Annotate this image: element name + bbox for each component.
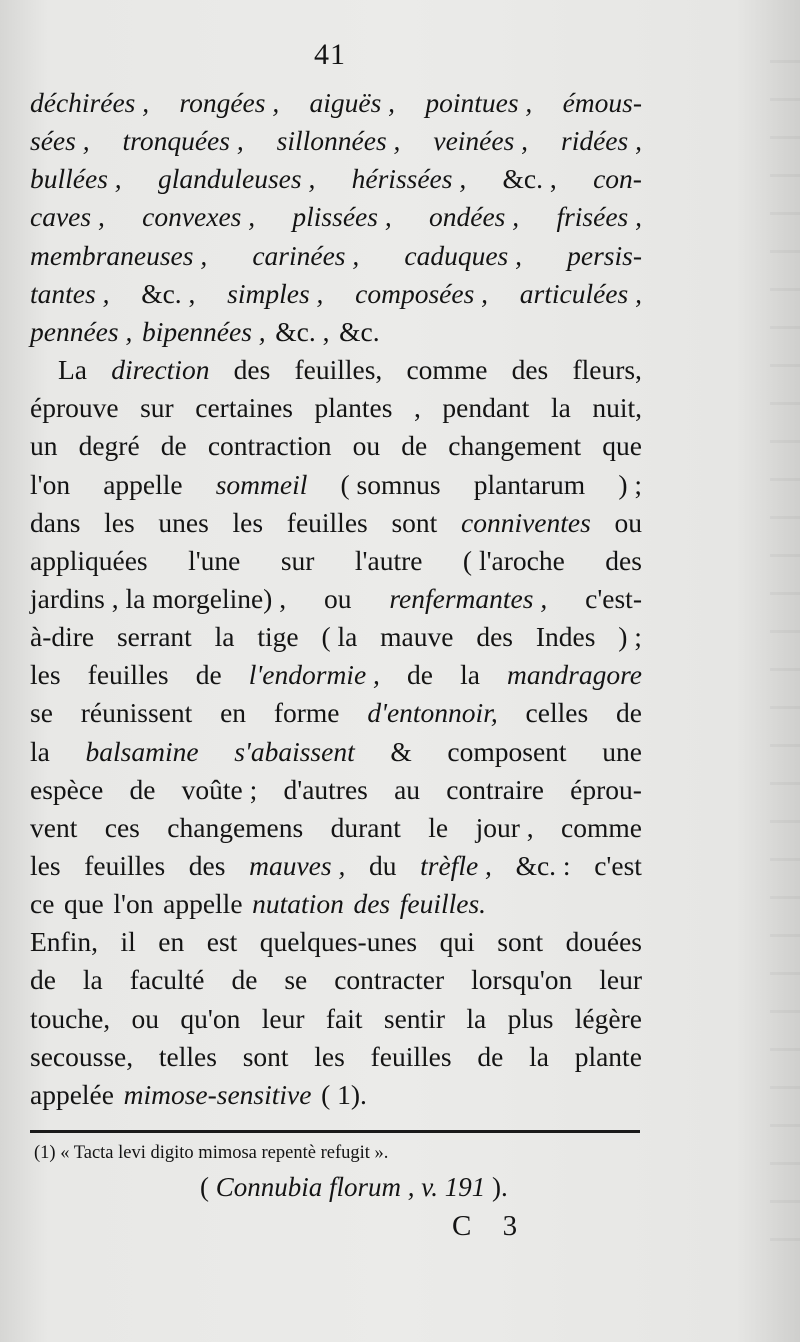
word: serrant <box>116 621 192 653</box>
word: sées , <box>30 125 90 157</box>
word: le <box>428 811 449 843</box>
footnote-source <box>200 1170 508 1204</box>
word: de <box>160 430 187 462</box>
word: pendant <box>442 392 530 424</box>
word: sont <box>497 926 544 958</box>
word: d'entonnoir, <box>367 697 498 729</box>
word: c'est <box>594 850 642 881</box>
word: ce <box>30 888 55 920</box>
word: sont <box>242 1040 289 1072</box>
word: sur <box>280 544 315 576</box>
word: bullées , <box>30 163 122 195</box>
word: à-dire <box>30 621 95 653</box>
word: conniventes <box>460 506 591 538</box>
text-line <box>30 656 642 694</box>
word: simples , <box>227 277 324 309</box>
word: La <box>58 354 88 386</box>
word: de <box>129 773 156 805</box>
word: jour , <box>475 811 534 843</box>
word: sentir <box>383 1002 445 1034</box>
word: appliquées <box>30 544 148 576</box>
text-line <box>30 618 642 656</box>
word: rongées , <box>179 87 280 118</box>
word: la <box>550 392 571 424</box>
word: mauve <box>380 621 454 653</box>
word: Enfin, <box>30 926 98 958</box>
word: plantarum <box>473 468 586 500</box>
word: lorsqu'on <box>471 964 573 996</box>
word: ou <box>614 506 642 538</box>
text-line <box>30 313 642 351</box>
signature-mark: C 3 <box>452 1210 530 1242</box>
word: voûte ; <box>181 773 258 805</box>
word: d'autres <box>283 773 368 805</box>
text-line <box>30 1038 642 1076</box>
word: jardins , la morgeline) , <box>30 582 287 614</box>
word: de <box>615 697 642 729</box>
word: caves , <box>30 201 105 233</box>
word: ondées , <box>429 201 520 233</box>
text-line <box>30 694 642 732</box>
word: les <box>30 659 61 691</box>
word: hérissées , <box>351 163 467 195</box>
word: déchirées , <box>30 87 150 118</box>
word: & <box>390 735 412 767</box>
word: membraneuses , <box>30 239 208 271</box>
word: la <box>82 964 103 996</box>
word: unes <box>158 506 209 538</box>
word: plante <box>574 1040 642 1072</box>
word: feuilles, <box>294 354 383 386</box>
text-line <box>30 84 642 122</box>
word: la <box>460 659 480 691</box>
word: contraire <box>446 773 544 805</box>
word: ( l'aroche <box>462 544 565 576</box>
word: l'endormie , <box>248 659 380 691</box>
text-line <box>30 237 642 275</box>
text-line <box>30 809 642 847</box>
word: éprouve <box>30 392 119 424</box>
word: plus <box>507 1002 554 1034</box>
word: sur <box>140 392 174 424</box>
word: feuilles. <box>399 888 487 920</box>
word: sont <box>391 506 438 538</box>
word: des <box>353 888 391 920</box>
footnote-text: (1) « Tacta levi digito mimosa repentè refugit ». <box>34 1143 389 1163</box>
footnote-source-ref: v. 191 <box>421 1172 486 1202</box>
word: nutation <box>252 888 344 920</box>
word: du <box>368 850 397 881</box>
word: composées , <box>355 277 489 309</box>
word: de <box>401 430 428 462</box>
word: vent <box>30 811 78 843</box>
word: appelle <box>103 468 183 500</box>
word: &c. : <box>515 850 571 881</box>
word: sommeil <box>215 468 308 500</box>
word: appelle <box>163 888 243 920</box>
word: ) ; <box>618 621 642 653</box>
word: de <box>30 964 56 996</box>
word: changemens <box>167 811 304 843</box>
word: dans <box>30 506 81 538</box>
word: tige <box>257 621 299 653</box>
word: leur <box>261 1002 305 1034</box>
word: certaines <box>195 392 293 424</box>
word: &c. , <box>502 163 557 195</box>
word: de <box>477 1040 504 1072</box>
word: l'on <box>30 468 71 500</box>
word: émous- <box>562 87 642 118</box>
text-line <box>30 427 642 465</box>
text-line <box>30 847 642 885</box>
text-line <box>30 504 642 542</box>
word: bipennées , <box>141 315 266 347</box>
word: con- <box>593 163 642 195</box>
word: leur <box>599 964 642 996</box>
text-line <box>30 160 642 198</box>
word: la <box>214 621 235 653</box>
word: des <box>233 354 271 386</box>
word: carinées , <box>252 239 360 271</box>
word: de <box>407 659 433 691</box>
word: il <box>120 926 136 958</box>
word: mandragore <box>507 659 642 691</box>
word: fleurs, <box>572 354 642 386</box>
word: caduques , <box>404 239 522 271</box>
word: les <box>104 506 135 538</box>
word: feuilles <box>370 1040 452 1072</box>
word: un <box>30 430 58 462</box>
word: durant <box>330 811 401 843</box>
word: les <box>232 506 264 538</box>
word: Indes <box>535 621 596 653</box>
word: composent <box>447 735 567 767</box>
word: la <box>529 1040 549 1072</box>
word: des <box>605 544 642 576</box>
word: plissées , <box>292 201 392 233</box>
word: appelée <box>30 1078 114 1110</box>
word: contracter <box>334 964 445 996</box>
word: fait <box>325 1002 363 1034</box>
word: &c. , <box>275 315 330 347</box>
word: les <box>30 850 61 881</box>
word: degré <box>78 430 140 462</box>
word: forme <box>273 697 340 729</box>
text-line <box>30 923 642 961</box>
word: trèfle , <box>420 850 492 881</box>
word: ) ; <box>618 468 642 500</box>
word: est <box>206 926 238 958</box>
text-line <box>30 122 642 160</box>
word: qui <box>439 926 475 958</box>
word: nuit, <box>592 392 642 424</box>
word: feuilles <box>286 506 368 538</box>
text-line <box>30 542 642 580</box>
word: la <box>466 1002 487 1034</box>
page-number: 41 <box>314 38 346 71</box>
word: , <box>413 392 421 424</box>
text-line <box>30 389 642 427</box>
text-line <box>30 961 642 999</box>
word: l'on <box>113 888 154 920</box>
word: quelques-unes <box>259 926 418 958</box>
word: ces <box>104 811 140 843</box>
word: en <box>220 697 247 729</box>
word: touche, <box>30 1002 111 1034</box>
word: au <box>394 773 421 805</box>
word: tronquées , <box>122 125 244 157</box>
word: celles <box>525 697 589 729</box>
word: convexes , <box>142 201 256 233</box>
word: persis- <box>567 239 642 271</box>
word: &c. <box>339 315 380 347</box>
word: se <box>30 697 53 729</box>
word: que <box>602 430 642 462</box>
word: c'est- <box>585 582 642 614</box>
word: plantes <box>314 392 393 424</box>
word: aiguës , <box>309 87 396 118</box>
word: ou <box>323 582 352 614</box>
word: espèce <box>30 773 104 805</box>
word: pointues , <box>425 87 533 118</box>
word: la <box>30 735 50 767</box>
word: ( 1). <box>321 1078 367 1110</box>
word: en <box>158 926 185 958</box>
word: des <box>188 850 226 881</box>
text-line <box>30 466 642 504</box>
word: &c. , <box>141 277 196 309</box>
footnote-source-open: ( <box>200 1172 209 1202</box>
word: feuilles <box>84 850 166 881</box>
word: éprou- <box>570 773 642 805</box>
text-line <box>30 1000 642 1038</box>
word: telles <box>158 1040 217 1072</box>
word: une <box>602 735 642 767</box>
text-line <box>30 771 642 809</box>
word: qu'on <box>180 1002 241 1034</box>
word: articulées , <box>519 277 642 309</box>
word: frisées , <box>556 201 642 233</box>
word: mauves , <box>249 850 346 881</box>
word: douées <box>565 926 642 958</box>
word: comme <box>406 354 488 386</box>
word: balsamine <box>85 735 199 767</box>
footnote-source-close: ). <box>492 1172 508 1202</box>
word: pennées , <box>30 315 133 347</box>
word: se <box>284 964 308 996</box>
text-line <box>30 198 642 236</box>
word: ou <box>131 1002 160 1034</box>
word: changement <box>448 430 582 462</box>
footnote-source-title: Connubia florum , <box>215 1172 415 1202</box>
word: tantes , <box>30 277 110 309</box>
word: ridées , <box>561 125 642 157</box>
word: glanduleuses , <box>157 163 316 195</box>
word: feuilles <box>87 659 169 691</box>
text-line <box>58 351 642 389</box>
text-line <box>30 733 642 771</box>
word: légère <box>574 1002 642 1034</box>
word: les <box>314 1040 345 1072</box>
word: réunissent <box>80 697 193 729</box>
text-line <box>30 275 642 313</box>
word: de <box>231 964 258 996</box>
word: des <box>476 621 513 653</box>
footnote-rule <box>30 1130 640 1133</box>
word: ou <box>352 430 381 462</box>
word: comme <box>561 811 642 843</box>
word: mimose-sensitive <box>123 1078 312 1110</box>
word: l'une <box>188 544 241 576</box>
word: s'abaissent <box>234 735 355 767</box>
word: renfermantes , <box>389 582 548 614</box>
word: de <box>195 659 222 691</box>
word: ( somnus <box>340 468 441 500</box>
word: faculté <box>129 964 205 996</box>
text-line <box>30 1076 642 1114</box>
word: contraction <box>207 430 332 462</box>
show-through-edge <box>770 60 800 1260</box>
word: sillonnées , <box>276 125 401 157</box>
word: que <box>64 888 104 920</box>
word: des <box>511 354 549 386</box>
text-line <box>30 580 642 618</box>
word: secousse, <box>30 1040 134 1072</box>
text-line <box>30 885 642 923</box>
word: ( la <box>321 621 358 653</box>
word: direction <box>111 354 210 386</box>
word: veinées , <box>433 125 529 157</box>
word: l'autre <box>354 544 423 576</box>
